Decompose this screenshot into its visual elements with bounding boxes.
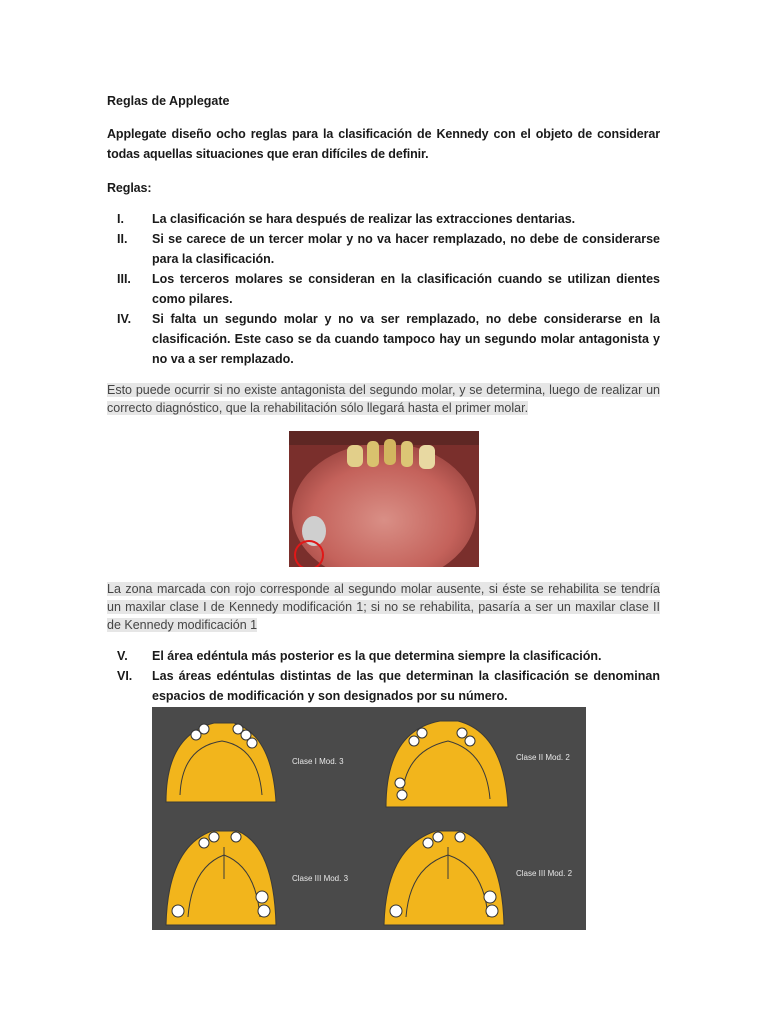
figure-label-tl: Clase I Mod. 3 bbox=[292, 757, 344, 766]
list-text: Los terceros molares se consideran en la clasificación cuando se utilizan dientes como pilares. bbox=[152, 272, 660, 306]
list-number: V. bbox=[117, 649, 128, 663]
intro-paragraph: Applegate diseño ocho reglas para la clasificación de Kennedy con el objeto de considerar todas aquellas situaciones que eran difíciles de definir. bbox=[107, 127, 660, 161]
tooth-mark bbox=[390, 905, 402, 917]
note-paragraph-2 bbox=[107, 580, 660, 634]
tooth bbox=[384, 439, 396, 465]
tooth bbox=[419, 445, 435, 469]
tooth-mark bbox=[199, 838, 209, 848]
figure-label-br: Clase III Mod. 2 bbox=[516, 869, 573, 878]
list-item bbox=[107, 269, 660, 309]
arch-diagrams bbox=[152, 707, 586, 930]
arch-diagram-tl bbox=[166, 723, 276, 802]
tooth bbox=[367, 441, 379, 467]
tooth-mark bbox=[395, 778, 405, 788]
list-text: Si se carece de un tercer molar y no va hacer remplazado, no debe de considerarse para la clasificación. bbox=[152, 232, 660, 266]
arch-diagram-br bbox=[384, 831, 504, 925]
tooth-mark bbox=[256, 891, 268, 903]
list-item bbox=[107, 229, 660, 269]
figure-label-bl: Clase III Mod. 3 bbox=[292, 874, 349, 883]
list-item bbox=[107, 646, 660, 666]
tooth-mark bbox=[465, 736, 475, 746]
tooth-mark bbox=[247, 738, 257, 748]
rules-list-2 bbox=[107, 646, 660, 706]
list-text: Si falta un segundo molar y no va ser remplazado, no debe considerarse en la clasificación. Este caso se da cuando tampoco hay un segundo molar antagonista y no va a ser remplazado. bbox=[152, 312, 660, 366]
tooth-mark bbox=[484, 891, 496, 903]
list-item bbox=[107, 666, 660, 706]
arch-diagram-tr bbox=[386, 721, 508, 807]
tooth-mark bbox=[455, 832, 465, 842]
list-number: II. bbox=[117, 232, 128, 246]
tooth-mark bbox=[199, 724, 209, 734]
photo-top-shadow bbox=[289, 431, 479, 445]
note-paragraph-1 bbox=[107, 381, 660, 417]
tooth-mark bbox=[457, 728, 467, 738]
rules-label: Reglas: bbox=[107, 181, 152, 195]
tooth-mark bbox=[423, 838, 433, 848]
tooth bbox=[401, 441, 413, 467]
page-title: Reglas de Applegate bbox=[107, 94, 230, 108]
tooth-mark bbox=[486, 905, 498, 917]
list-item bbox=[107, 209, 660, 229]
tooth-mark bbox=[231, 832, 241, 842]
list-number: VI. bbox=[117, 669, 133, 683]
tooth-mark bbox=[258, 905, 270, 917]
arch-shape bbox=[166, 723, 276, 802]
list-text: El área edéntula más posterior es la que determina siempre la clasificación. bbox=[152, 649, 602, 663]
tooth bbox=[347, 445, 363, 467]
list-item bbox=[107, 309, 660, 369]
list-number: I. bbox=[117, 212, 124, 226]
rules-list-1 bbox=[107, 209, 660, 369]
arch-diagram-bl bbox=[166, 831, 276, 925]
list-number: III. bbox=[117, 272, 131, 286]
tooth-mark bbox=[209, 832, 219, 842]
list-text: La clasificación se hara después de realizar las extracciones dentarias. bbox=[152, 212, 576, 226]
note-text-1: Esto puede ocurrir si no existe antagonista del segundo molar, y se determina, luego de realizar un correcto diagnóstico, que la rehabilitación sólo llegará hasta el primer molar. bbox=[107, 383, 660, 415]
tooth-mark bbox=[172, 905, 184, 917]
kennedy-classification-figure bbox=[152, 707, 586, 930]
list-number: IV. bbox=[117, 312, 132, 326]
tooth-mark bbox=[417, 728, 427, 738]
tooth-mark bbox=[409, 736, 419, 746]
note-text-2: La zona marcada con rojo corresponde al segundo molar ausente, si éste se rehabilita se tendría un maxilar clase I de Kennedy modificación 1; si no se rehabilita, pasaría a ser un maxilar clase II de Kennedy modificación 1 bbox=[107, 582, 660, 632]
dental-photo bbox=[289, 431, 479, 567]
tooth-mark bbox=[433, 832, 443, 842]
tooth-mark bbox=[397, 790, 407, 800]
list-text: Las áreas edéntulas distintas de las que determinan la clasificación se denominan espacios de modificación y son designados por su número. bbox=[152, 669, 660, 703]
figure-label-tr: Clase II Mod. 2 bbox=[516, 753, 570, 762]
